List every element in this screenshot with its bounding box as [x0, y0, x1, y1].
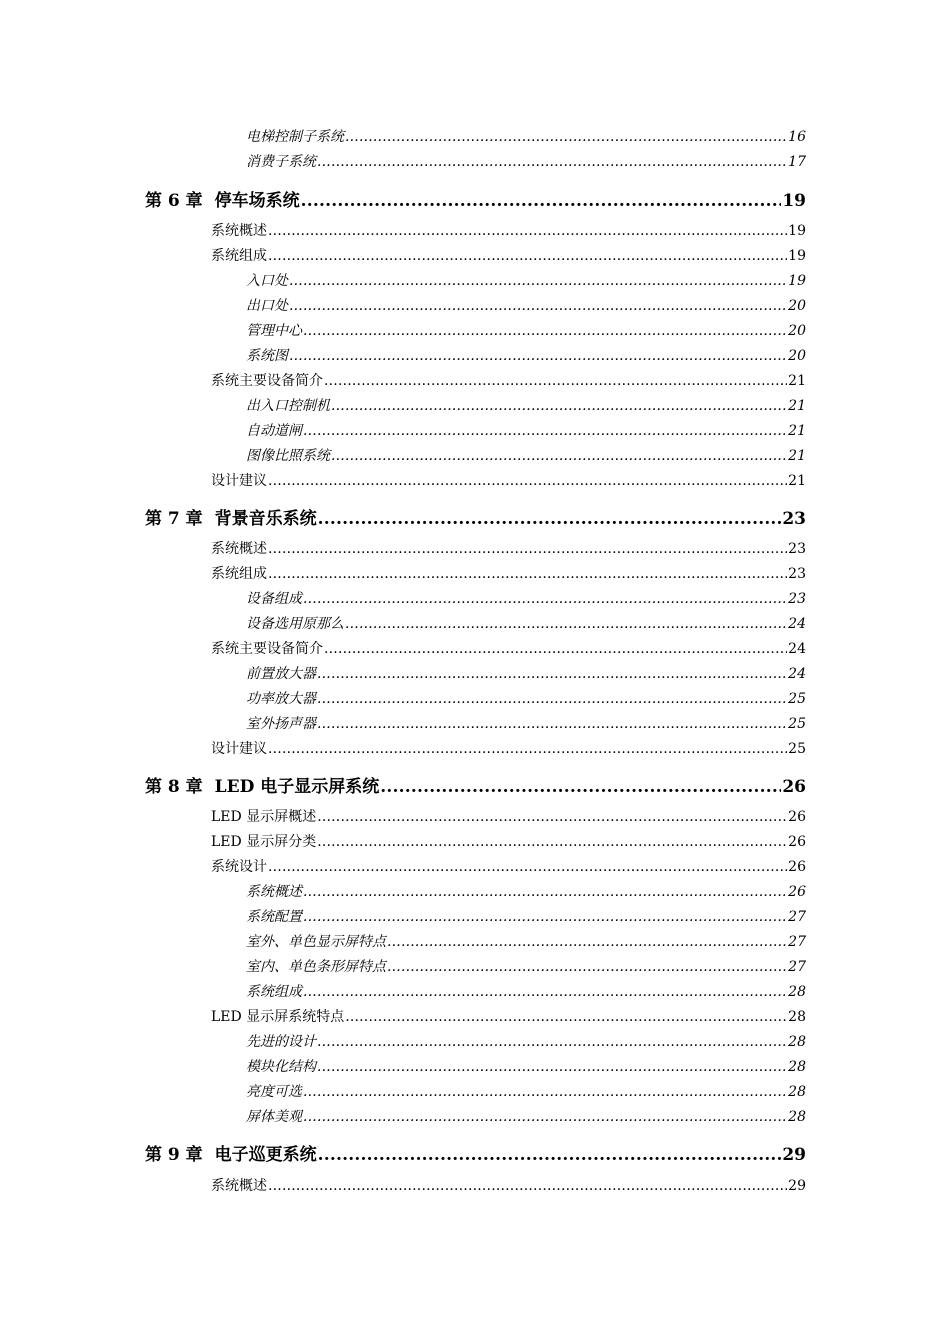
- toc-entry[interactable]: [246, 295, 806, 315]
- dot-leader: [268, 473, 787, 489]
- toc-entry-page-number: 16: [788, 129, 806, 145]
- dot-leader: [317, 834, 787, 850]
- dot-leader: [317, 691, 787, 707]
- dot-leader: [303, 1084, 787, 1100]
- toc-chapter-entry[interactable]: [145, 186, 806, 211]
- toc-entry-title: 出口处: [246, 298, 288, 314]
- toc-entry[interactable]: [211, 1175, 806, 1195]
- toc-entry-title: 出入口控制机: [246, 398, 330, 414]
- toc-entry-page-number: 24: [788, 616, 806, 632]
- toc-entry-title: 入口处: [246, 273, 288, 289]
- toc-entry-page-number: 23: [788, 566, 806, 582]
- toc-entry[interactable]: [211, 638, 806, 658]
- toc-entry-title: 系统概述: [246, 884, 302, 900]
- toc-entry-title: 系统组成: [246, 984, 302, 1000]
- dot-leader: [268, 223, 787, 239]
- toc-entry-page-number: 26: [788, 809, 806, 825]
- toc-entry-title: 背景音乐系统: [214, 509, 317, 529]
- dot-leader: [268, 1178, 787, 1194]
- toc-entry-page-number: 29: [788, 1178, 806, 1194]
- toc-entry-title: LED 电子显示屏系统: [214, 777, 380, 797]
- toc-entry[interactable]: [246, 1056, 806, 1076]
- toc-entry-page-number: 26: [788, 859, 806, 875]
- toc-entry-page-number: 28: [788, 1059, 806, 1075]
- toc-entry-page-number: 19: [788, 223, 806, 239]
- dot-leader: [317, 154, 787, 170]
- dot-leader: [268, 566, 787, 582]
- toc-entry[interactable]: [246, 126, 806, 146]
- toc-entry[interactable]: [211, 856, 806, 876]
- dot-leader: [318, 509, 782, 529]
- toc-entry-page-number: 19: [782, 191, 806, 211]
- dot-leader: [317, 716, 787, 732]
- toc-entry-page-number: 24: [788, 666, 806, 682]
- toc-entry-title: LED 显示屏分类: [211, 834, 317, 850]
- dot-leader: [303, 884, 787, 900]
- toc-entry-page-number: 20: [788, 348, 806, 364]
- toc-entry-page-number: 28: [788, 984, 806, 1000]
- toc-entry-title: 系统主要设备简介: [211, 373, 323, 389]
- dot-leader: [380, 777, 781, 797]
- dot-leader: [345, 616, 787, 632]
- toc-entry[interactable]: [246, 881, 806, 901]
- toc-entry[interactable]: [246, 420, 806, 440]
- dot-leader: [387, 959, 787, 975]
- toc-chapter-entry[interactable]: [145, 504, 806, 529]
- toc-entry-page-number: 26: [782, 777, 806, 797]
- dot-leader: [268, 741, 787, 757]
- toc-entry[interactable]: [246, 320, 806, 340]
- toc-entry-title: 室外扬声器: [246, 716, 316, 732]
- toc-entry-title: 停车场系统: [214, 191, 300, 211]
- dot-leader: [289, 273, 787, 289]
- dot-leader: [268, 541, 787, 557]
- toc-entry[interactable]: [246, 151, 806, 171]
- toc-entry-title: 设备选用原那么: [246, 616, 344, 632]
- toc-entry-title: 图像比照系统: [246, 448, 330, 464]
- toc-entry-page-number: 21: [788, 448, 806, 464]
- toc-entry-title: 自动道闸: [246, 423, 302, 439]
- toc-entry[interactable]: [211, 370, 806, 390]
- toc-entry[interactable]: [246, 906, 806, 926]
- dot-leader: [289, 298, 787, 314]
- toc-entry-page-number: 19: [788, 273, 806, 289]
- toc-entry-title: LED 显示屏系统特点: [211, 1009, 345, 1025]
- chapter-number: 第 8 章: [145, 777, 203, 797]
- toc-entry-page-number: 28: [788, 1009, 806, 1025]
- toc-entry-page-number: 27: [788, 934, 806, 950]
- dot-leader: [301, 191, 782, 211]
- toc-entry-title: 屏体美观: [246, 1109, 302, 1125]
- toc-entry-page-number: 21: [788, 473, 806, 489]
- toc-entry-page-number: 19: [788, 248, 806, 264]
- toc-entry[interactable]: [246, 588, 806, 608]
- dot-leader: [303, 984, 787, 1000]
- toc-entry[interactable]: [246, 981, 806, 1001]
- dot-leader: [387, 934, 787, 950]
- toc-entry-title: 系统组成: [211, 248, 267, 264]
- toc-entry[interactable]: [246, 688, 806, 708]
- toc-entry-title: 设计建议: [211, 741, 267, 757]
- toc-entry-page-number: 28: [788, 1034, 806, 1050]
- toc-entry[interactable]: [211, 806, 806, 826]
- dot-leader: [268, 859, 787, 875]
- toc-entry[interactable]: [211, 220, 806, 240]
- toc-entry[interactable]: [211, 245, 806, 265]
- toc-entry[interactable]: [246, 270, 806, 290]
- dot-leader: [303, 423, 787, 439]
- dot-leader: [318, 1145, 782, 1165]
- toc-entry-title: 系统组成: [211, 566, 267, 582]
- toc-entry[interactable]: [246, 613, 806, 633]
- toc-entry[interactable]: [246, 1106, 806, 1126]
- toc-entry-title: LED 显示屏概述: [211, 809, 317, 825]
- toc-entry-title: 系统主要设备简介: [211, 641, 323, 657]
- toc-entry-page-number: 21: [788, 398, 806, 414]
- toc-entry[interactable]: [211, 563, 806, 583]
- toc-entry-title: 系统概述: [211, 223, 267, 239]
- toc-entry-title: 管理中心: [246, 323, 302, 339]
- toc-entry-page-number: 26: [788, 834, 806, 850]
- toc-entry-page-number: 20: [788, 298, 806, 314]
- toc-entry[interactable]: [246, 663, 806, 683]
- toc-chapter-entry[interactable]: [145, 1140, 806, 1165]
- dot-leader: [317, 809, 787, 825]
- toc-entry[interactable]: [246, 1031, 806, 1051]
- toc-entry[interactable]: [211, 738, 806, 758]
- toc-entry-page-number: 28: [788, 1084, 806, 1100]
- toc-entry-title: 消费子系统: [246, 154, 316, 170]
- dot-leader: [303, 1109, 787, 1125]
- dot-leader: [317, 1034, 787, 1050]
- toc-entry-page-number: 26: [788, 884, 806, 900]
- toc-entry[interactable]: [211, 1006, 806, 1026]
- toc-entry-page-number: 25: [788, 741, 806, 757]
- toc-entry-page-number: 23: [788, 541, 806, 557]
- toc-entry-page-number: 17: [788, 154, 806, 170]
- toc-entry-title: 室外、单色显示屏特点: [246, 934, 386, 950]
- dot-leader: [303, 591, 787, 607]
- toc-entry-page-number: 24: [788, 641, 806, 657]
- toc-entry-page-number: 25: [788, 691, 806, 707]
- toc-entry-title: 设计建议: [211, 473, 267, 489]
- toc-entry-page-number: 20: [788, 323, 806, 339]
- toc-entry-title: 电梯控制子系统: [246, 129, 344, 145]
- toc-entry-title: 系统图: [246, 348, 288, 364]
- dot-leader: [324, 641, 787, 657]
- toc-entry-page-number: 25: [788, 716, 806, 732]
- toc-entry[interactable]: [246, 445, 806, 465]
- toc-entry-title: 电子巡更系统: [214, 1145, 317, 1165]
- toc-entry-page-number: 21: [788, 373, 806, 389]
- toc-entry[interactable]: [246, 395, 806, 415]
- dot-leader: [317, 666, 787, 682]
- toc-entry-title: 系统设计: [211, 859, 267, 875]
- toc-entry-page-number: 21: [788, 423, 806, 439]
- toc-entry-page-number: 27: [788, 909, 806, 925]
- dot-leader: [331, 448, 787, 464]
- toc-chapter-entry[interactable]: [145, 772, 806, 797]
- dot-leader: [303, 909, 787, 925]
- toc-entry[interactable]: [246, 931, 806, 951]
- toc-entry-title: 亮度可选: [246, 1084, 302, 1100]
- toc-entry[interactable]: [211, 470, 806, 490]
- chapter-number: 第 6 章: [145, 191, 203, 211]
- toc-entry[interactable]: [211, 538, 806, 558]
- toc-entry-title: 功率放大器: [246, 691, 316, 707]
- chapter-number: 第 9 章: [145, 1145, 203, 1165]
- toc-entry-title: 模块化结构: [246, 1059, 316, 1075]
- toc-entry[interactable]: [211, 831, 806, 851]
- toc-entry[interactable]: [246, 1081, 806, 1101]
- toc-entry-page-number: 27: [788, 959, 806, 975]
- chapter-number: 第 7 章: [145, 509, 203, 529]
- dot-leader: [345, 129, 787, 145]
- toc-entry-title: 先进的设计: [246, 1034, 316, 1050]
- dot-leader: [317, 1059, 787, 1075]
- toc-entry-page-number: 23: [782, 509, 806, 529]
- toc-entry-page-number: 28: [788, 1109, 806, 1125]
- dot-leader: [324, 373, 787, 389]
- dot-leader: [345, 1009, 787, 1025]
- dot-leader: [289, 348, 787, 364]
- dot-leader: [303, 323, 787, 339]
- toc-entry-title: 系统配置: [246, 909, 302, 925]
- toc-entry-title: 系统概述: [211, 541, 267, 557]
- dot-leader: [268, 248, 787, 264]
- toc-entry[interactable]: [246, 956, 806, 976]
- toc-entry-page-number: 29: [782, 1145, 806, 1165]
- toc-entry-page-number: 23: [788, 591, 806, 607]
- toc-entry-title: 系统概述: [211, 1178, 267, 1194]
- dot-leader: [331, 398, 787, 414]
- toc-entry-title: 前置放大器: [246, 666, 316, 682]
- toc-entry-title: 设备组成: [246, 591, 302, 607]
- toc-entry-title: 室内、单色条形屏特点: [246, 959, 386, 975]
- toc-entry[interactable]: [246, 345, 806, 365]
- toc-entry[interactable]: [246, 713, 806, 733]
